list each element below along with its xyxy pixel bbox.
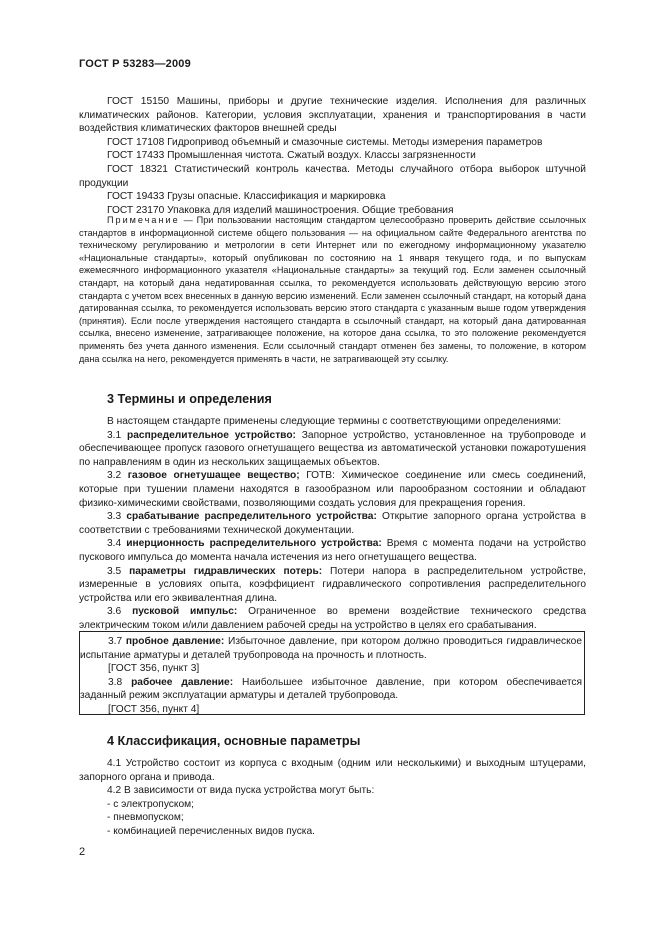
list-item: - пневмопуском; [107, 812, 184, 824]
note-lead: Примечание [107, 215, 180, 225]
term-definition: 3.6 пусковой импульс: Ограниченное во времени воздействие технического средства электрическим током и/или давлением рабочей среды на устройство в целях его срабатывания. [79, 606, 586, 631]
section-4-body [79, 757, 586, 839]
reference-item: ГОСТ 19433 Грузы опасные. Классификация и маркировка [107, 191, 386, 203]
section-3-intro: В настоящем стандарте применены следующие термины с соответствующими определениями: [107, 416, 562, 427]
section-4-title: 4 Классификация, основные параметры [107, 734, 361, 748]
list-item: - комбинацией перечисленных видов пуска. [107, 825, 315, 837]
page-number: 2 [79, 846, 86, 858]
term-definition: 3.4 инерционность распределительного устройства: Время с момента подачи на устройство пускового импульса до момента начала истечения из него огнетушащего вещества. [79, 538, 586, 563]
reference-item: ГОСТ 17108 Гидропривод объемный и смазочные системы. Методы измерения параметров [107, 136, 543, 148]
reference-item: ГОСТ 18321 Статистический контроль качества. Методы случайного отбора выборок штучной продукции [79, 163, 586, 189]
framed-terms-box [79, 631, 585, 715]
list-item: - с электропуском; [107, 798, 194, 810]
reference-item: ГОСТ 23170 Упаковка для изделий машиностроения. Общие требования [107, 204, 454, 216]
term-definition: 3.1 распределительное устройство: Запорное устройство, установленное на трубопроводе и обеспечивающее пропуск газового огнетушащего вещества из автоматической установки пожаротушения по направлениям в один из нескольких защищаемых объектов. [79, 429, 587, 468]
term-definition: 3.8 рабочее давление: Наибольшее избыточное давление, при котором обеспечивается заданный режим эксплуатации арматуры и деталей трубопровода. [80, 676, 583, 702]
section-3-body [79, 415, 586, 633]
term-definition: 3.7 пробное давление: Избыточное давление, при котором должно проводиться гидравлическое испытание арматуры и деталей трубопровода на прочность и плотность. [80, 636, 582, 661]
note-text: — При пользовании настоящим стандартом целесообразно проверить действие ссылочных стандартов в информационной системе общего пользования — на официальном сайте Федерального агентства по техническому регулированию и метрологии в сети Интернет или по ежегодному информационному указателю «Национальные стандарты», который опубликован по состоянию на 1 января текущего года, и по выпускам ежемесячного информационного указателя «Национальные стандарты» за текущий год. Если заменен ссылочный стандарт, на который дана недатированная ссылка, то рекомендуется использовать действующую версию этого стандарта с учетом всех внесенных в данную версию изменений. Если заменен ссылочный стандарт, на который дана датированная ссылка, то рекомендуется использовать версию этого стандарта с указанным выше годом утверждения (принятия). Если после утверждения настоящего стандарта в ссылочный стандарт, на который дана датированная ссылка, внесено изменение, затрагивающее положение, на которое дана ссылка, то это положение рекомендуется применять без учета данного изменения. Если ссылочный стандарт отменен без замены, то положение, в котором дана ссылка на него, рекомендуется применять в части, не затрагивающей эту ссылку. [79, 215, 586, 364]
term-source-ref: [ГОСТ 356, пункт 4] [108, 703, 200, 715]
term-source-ref: [ГОСТ 356, пункт 3] [108, 663, 200, 675]
reference-item: ГОСТ 17433 Промышленная чистота. Сжатый воздух. Классы загрязненности [107, 150, 476, 162]
document-code-header: ГОСТ Р 53283—2009 [79, 58, 191, 70]
section-3-title: 3 Термины и определения [107, 392, 272, 406]
term-definition: 3.2 газовое огнетушащее вещество; ГОТВ: Химическое соединение или смесь соединений, которые при тушении пламени находятся в газообразном или парообразном состоянии и обладают физико-химическими свойствами, позволяющими создать условия для прекращения горения. [79, 470, 586, 509]
term-definition: 3.3 срабатывание распределительного устройства: Открытие запорного органа устройства в соответствии с требованиями технической документации. [79, 511, 586, 536]
term-definition: 3.5 параметры гидравлических потерь: Потери напора в распределительном устройстве, измеренные в условиях опыта, коэффициент гидравлического сопротивления распределительного устройства или его эквивалентная длина. [79, 565, 586, 604]
note-block [79, 214, 586, 365]
paragraph: 4.2 В зависимости от вида пуска устройства могут быть: [107, 785, 375, 797]
reference-item: ГОСТ 15150 Машины, приборы и другие технические изделия. Исполнения для различных климатических районов. Категории, условия эксплуатации, хранения и транспортирования в части воздействия климатических факторов внешней среды [79, 96, 586, 135]
normative-references [79, 95, 586, 217]
paragraph: 4.1 Устройство состоит из корпуса с входным (одним или несколькими) и выходным штуцерами, запорного органа и привода. [79, 758, 586, 783]
